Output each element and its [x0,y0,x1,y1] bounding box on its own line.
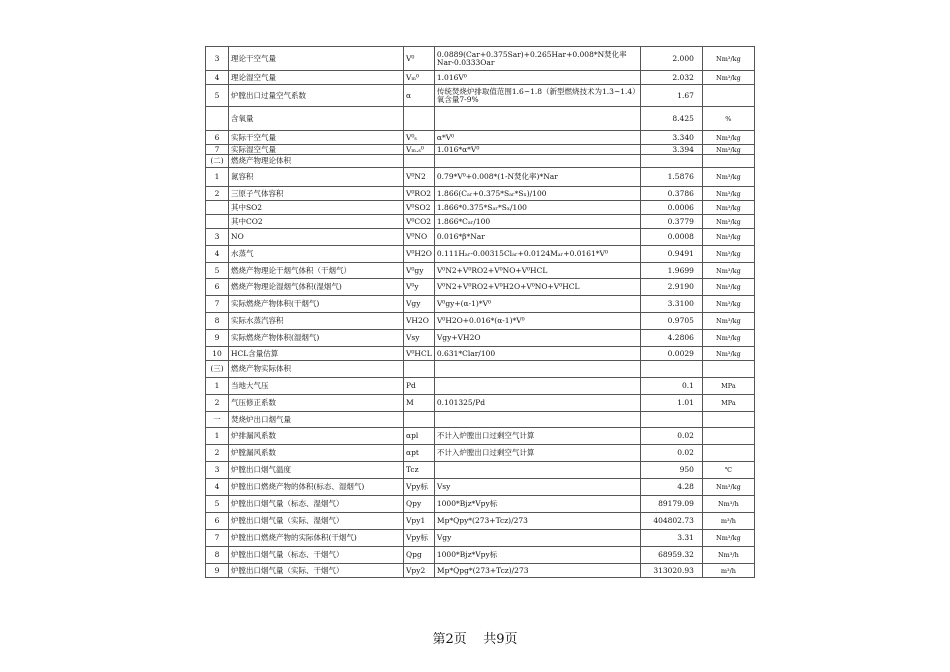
unit-cell: Nm³/kg [702,347,754,361]
item-name-cell: 理论干空气量 [229,47,404,71]
symbol-cell: Tcz [404,462,435,479]
value-cell: 3.394 [640,145,702,155]
formula-cell: 传统焚烧炉排取值范围1.6~1.8（新型燃烧技术为1.3~1.4）氧含量7-9% [434,85,640,107]
formula-cell: 1000*Bjz*Vpy标 [434,496,640,513]
item-name-cell: 炉膛出口烟气量（标态、干烟气） [229,547,404,564]
item-name-cell: 实际干空气量 [229,131,404,145]
unit-cell: Nm³/kg [702,330,754,347]
value-cell: 3.340 [640,131,702,145]
row-number-cell [206,201,229,215]
item-name-cell: 炉膛出口燃烧产物的体积(标态、湿烟气) [229,479,404,496]
value-cell: 0.9705 [640,313,702,330]
value-cell: 1.5876 [640,168,702,187]
formula-cell: 1000*Bjz*Vpy标 [434,547,640,564]
row-number-cell: 10 [206,347,229,361]
row-number-cell: 一 [206,412,229,428]
row-number-cell: 1 [206,168,229,187]
symbol-cell: Qpg [404,547,435,564]
value-cell [640,155,702,168]
row-number-cell: 9 [206,564,229,578]
table-row [206,155,755,168]
formula-cell: Mp*Qpg*(273+Tcz)/273 [434,564,640,578]
value-cell: 1.9699 [640,263,702,279]
item-name-cell: 水蒸气 [229,246,404,263]
row-number-cell: (二) [206,155,229,168]
formula-cell: 0.0889(Car+0.375Sar)+0.265Har+0.008*N焚化率Nar-0.0333Oar [434,47,640,71]
symbol-cell: VH2O [404,313,435,330]
value-cell: 2.000 [640,47,702,71]
unit-cell: Nm³/kg [702,71,754,85]
symbol-cell: α [404,85,435,107]
formula-cell: 1.866*0.375*Sₐᵣ*Sₓ/100 [434,201,640,215]
row-number-cell: 6 [206,513,229,530]
symbol-cell: Qpy [404,496,435,513]
formula-cell: V⁰N2+V⁰RO2+V⁰NO+V⁰HCL [434,263,640,279]
formula-cell: Vgy+VH2O [434,330,640,347]
item-name-cell: 燃烧产物理论干烟气体积（干烟气） [229,263,404,279]
symbol-cell: Vpy2 [404,564,435,578]
value-cell [640,361,702,378]
symbol-cell: V⁰ [404,47,435,71]
symbol-cell [404,107,435,131]
formula-cell: 0.016*β*Nar [434,229,640,246]
item-name-cell: HCL含量估算 [229,347,404,361]
item-name-cell: 实际燃烧产物体积(湿烟气) [229,330,404,347]
value-cell: 0.02 [640,428,702,445]
row-number-cell: 3 [206,47,229,71]
formula-cell: 1.016*α*V⁰ [434,145,640,155]
item-name-cell: 气压修正系数 [229,395,404,412]
item-name-cell: 氮容积 [229,168,404,187]
row-number-cell: 5 [206,263,229,279]
unit-cell: Nm³/kg [702,47,754,71]
table-row [206,412,755,428]
unit-cell: m³/h [702,564,754,578]
row-number-cell: 8 [206,313,229,330]
item-name-cell: 焚烧炉出口烟气量 [229,412,404,428]
row-number-cell: 1 [206,428,229,445]
item-name-cell: 燃烧产物理论体积 [229,155,404,168]
row-number-cell: 4 [206,246,229,263]
unit-cell: Nm³/kg [702,229,754,246]
table-row [206,246,755,263]
value-cell: 4.28 [640,479,702,496]
value-cell [640,412,702,428]
value-cell: 0.0008 [640,229,702,246]
row-number-cell: 2 [206,395,229,412]
formula-cell: 不计入炉膛出口过剩空气计算 [434,428,640,445]
table-row [206,47,755,71]
row-number-cell [206,107,229,131]
value-cell: 0.0029 [640,347,702,361]
table-row [206,496,755,513]
symbol-cell: V⁰RO2 [404,187,435,201]
value-cell: 0.3779 [640,215,702,229]
item-name-cell: 实际燃烧产物体积(干烟气) [229,296,404,313]
row-number-cell: 9 [206,330,229,347]
table-row [206,395,755,412]
unit-cell: MPa [702,378,754,395]
unit-cell [702,361,754,378]
value-cell: 89179.09 [640,496,702,513]
unit-cell: % [702,107,754,131]
row-number-cell: 1 [206,378,229,395]
table-row [206,445,755,462]
item-name-cell: 含氧量 [229,107,404,131]
table-body [206,47,755,578]
table-row [206,107,755,131]
row-number-cell: 4 [206,479,229,496]
table-row [206,296,755,313]
value-cell: 68959.32 [640,547,702,564]
row-number-cell [206,215,229,229]
symbol-cell: V⁰ₛ [404,131,435,145]
value-cell: 1.01 [640,395,702,412]
item-name-cell: NO [229,229,404,246]
row-number-cell: 2 [206,187,229,201]
value-cell: 3.31 [640,530,702,547]
table-row [206,462,755,479]
item-name-cell: 炉膛漏风系数 [229,445,404,462]
unit-cell: Nm³/kg [702,168,754,187]
value-cell: 4.2806 [640,330,702,347]
unit-cell [702,445,754,462]
symbol-cell [404,412,435,428]
table-row [206,168,755,187]
table-row [206,479,755,496]
formula-cell: 1.016V⁰ [434,71,640,85]
formula-cell: V⁰N2+V⁰RO2+V⁰H2O+V⁰NO+V⁰HCL [434,279,640,296]
formula-cell: 1.866*Cₐᵣ/100 [434,215,640,229]
symbol-cell: Vₘ.ₛ⁰ [404,145,435,155]
symbol-cell: Vgy [404,296,435,313]
item-name-cell: 炉膛出口烟气量（标态、湿烟气） [229,496,404,513]
unit-cell: ℃ [702,462,754,479]
symbol-cell: Vsy [404,330,435,347]
symbol-cell: M [404,395,435,412]
value-cell: 2.032 [640,71,702,85]
unit-cell [702,412,754,428]
formula-cell: 不计入炉膛出口过剩空气计算 [434,445,640,462]
row-number-cell: 5 [206,85,229,107]
symbol-cell: αpl [404,428,435,445]
formula-cell [434,107,640,131]
value-cell: 0.3786 [640,187,702,201]
unit-cell: Nm³/kg [702,479,754,496]
row-number-cell: 4 [206,71,229,85]
value-cell: 0.9491 [640,246,702,263]
symbol-cell [404,361,435,378]
row-number-cell: 5 [206,496,229,513]
table-row [206,201,755,215]
value-cell: 0.02 [640,445,702,462]
formula-cell [434,361,640,378]
unit-cell: Nm³/kg [702,263,754,279]
row-number-cell: 6 [206,279,229,296]
table-row [206,330,755,347]
row-number-cell: 7 [206,145,229,155]
unit-cell [702,155,754,168]
formula-cell: 0.631*Clar/100 [434,347,640,361]
unit-cell [702,85,754,107]
unit-cell: m³/h [702,513,754,530]
table-row [206,145,755,155]
table-row [206,530,755,547]
symbol-cell: V⁰NO [404,229,435,246]
table-row [206,428,755,445]
unit-cell [702,428,754,445]
symbol-cell: V⁰gy [404,263,435,279]
formula-cell: V⁰gy+(α-1)*V⁰ [434,296,640,313]
item-name-cell: 实际水蒸汽容积 [229,313,404,330]
table-row [206,85,755,107]
row-number-cell: 2 [206,445,229,462]
formula-cell: 1.866(Cₐᵣ+0.375*Sₐᵣ*Sₓ)/100 [434,187,640,201]
symbol-cell: V⁰N2 [404,168,435,187]
table-row [206,347,755,361]
item-name-cell: 燃烧产物实际体积 [229,361,404,378]
formula-cell [434,412,640,428]
symbol-cell: V⁰H2O [404,246,435,263]
row-number-cell: 3 [206,462,229,479]
symbol-cell: αpt [404,445,435,462]
unit-cell: Nm³/kg [702,246,754,263]
formula-cell: 0.79*V⁰+0.008*(1-N焚化率)*Nar [434,168,640,187]
item-name-cell: 理论湿空气量 [229,71,404,85]
item-name-cell: 三原子气体容积 [229,187,404,201]
value-cell: 404802.73 [640,513,702,530]
item-name-cell: 燃烧产物理论湿烟气体积(湿烟气) [229,279,404,296]
table-row [206,547,755,564]
unit-cell: Nm³/kg [702,201,754,215]
table-row [206,279,755,296]
table-row [206,71,755,85]
row-number-cell: 7 [206,530,229,547]
symbol-cell: V⁰SO2 [404,201,435,215]
unit-cell: MPa [702,395,754,412]
item-name-cell: 其中SO2 [229,201,404,215]
value-cell: 0.1 [640,378,702,395]
item-name-cell: 其中CO2 [229,215,404,229]
item-name-cell: 炉膛出口烟气量（实际、干烟气） [229,564,404,578]
unit-cell: Nm³/h [702,496,754,513]
item-name-cell: 炉膛出口烟气温度 [229,462,404,479]
unit-cell: Nm³/kg [702,131,754,145]
formula-cell [434,462,640,479]
table-row [206,564,755,578]
table-row [206,187,755,201]
formula-cell: 0.101325/Pd [434,395,640,412]
unit-cell: Nm³/kg [702,296,754,313]
value-cell: 2.9190 [640,279,702,296]
unit-cell: Nm³/kg [702,215,754,229]
value-cell: 0.0006 [640,201,702,215]
formula-cell [434,378,640,395]
symbol-cell: Pd [404,378,435,395]
page-total: 共9页 [483,632,518,647]
value-cell: 950 [640,462,702,479]
table-row [206,361,755,378]
item-name-cell: 炉膛出口燃烧产物的实际体积(干烟气) [229,530,404,547]
row-number-cell: 8 [206,547,229,564]
symbol-cell: Vpy标 [404,530,435,547]
unit-cell: Nm³/kg [702,187,754,201]
row-number-cell: 6 [206,131,229,145]
symbol-cell: V⁰y [404,279,435,296]
calculation-table [205,46,755,578]
table-row [206,263,755,279]
formula-cell: Vgy [434,530,640,547]
table-row [206,378,755,395]
symbol-cell: V⁰HCL [404,347,435,361]
item-name-cell: 实际湿空气量 [229,145,404,155]
row-number-cell: 3 [206,229,229,246]
unit-cell: Nm³/h [702,547,754,564]
page-number: 第2页 [432,632,467,647]
page-footer [0,628,950,647]
table-row [206,513,755,530]
value-cell: 313020.93 [640,564,702,578]
symbol-cell: V⁰CO2 [404,215,435,229]
table-row [206,229,755,246]
unit-cell: Nm³/kg [702,530,754,547]
value-cell: 3.3100 [640,296,702,313]
table-row [206,131,755,145]
item-name-cell: 炉排漏风系数 [229,428,404,445]
item-name-cell: 炉膛出口过量空气系数 [229,85,404,107]
formula-cell: V⁰H2O+0.016*(α-1)*V⁰ [434,313,640,330]
formula-cell: 0.111Hₐᵣ-0.00315Clₐᵣ+0.0124Mₐᵣ+0.0161*V⁰ [434,246,640,263]
unit-cell: Nm³/kg [702,313,754,330]
item-name-cell: 当地大气压 [229,378,404,395]
symbol-cell: Vₘ⁰ [404,71,435,85]
symbol-cell: Vpy标 [404,479,435,496]
formula-cell [434,155,640,168]
value-cell: 8.425 [640,107,702,131]
row-number-cell: 7 [206,296,229,313]
symbol-cell [404,155,435,168]
formula-cell: Mp*Qpy*(273+Tcz)/273 [434,513,640,530]
table-row [206,313,755,330]
formula-cell: Vsy [434,479,640,496]
unit-cell: Nm³/kg [702,145,754,155]
table-row [206,215,755,229]
unit-cell: Nm³/kg [702,279,754,296]
row-number-cell: (三) [206,361,229,378]
formula-cell: α*V⁰ [434,131,640,145]
item-name-cell: 炉膛出口烟气量（实际、湿烟气） [229,513,404,530]
value-cell: 1.67 [640,85,702,107]
symbol-cell: Vpy1 [404,513,435,530]
